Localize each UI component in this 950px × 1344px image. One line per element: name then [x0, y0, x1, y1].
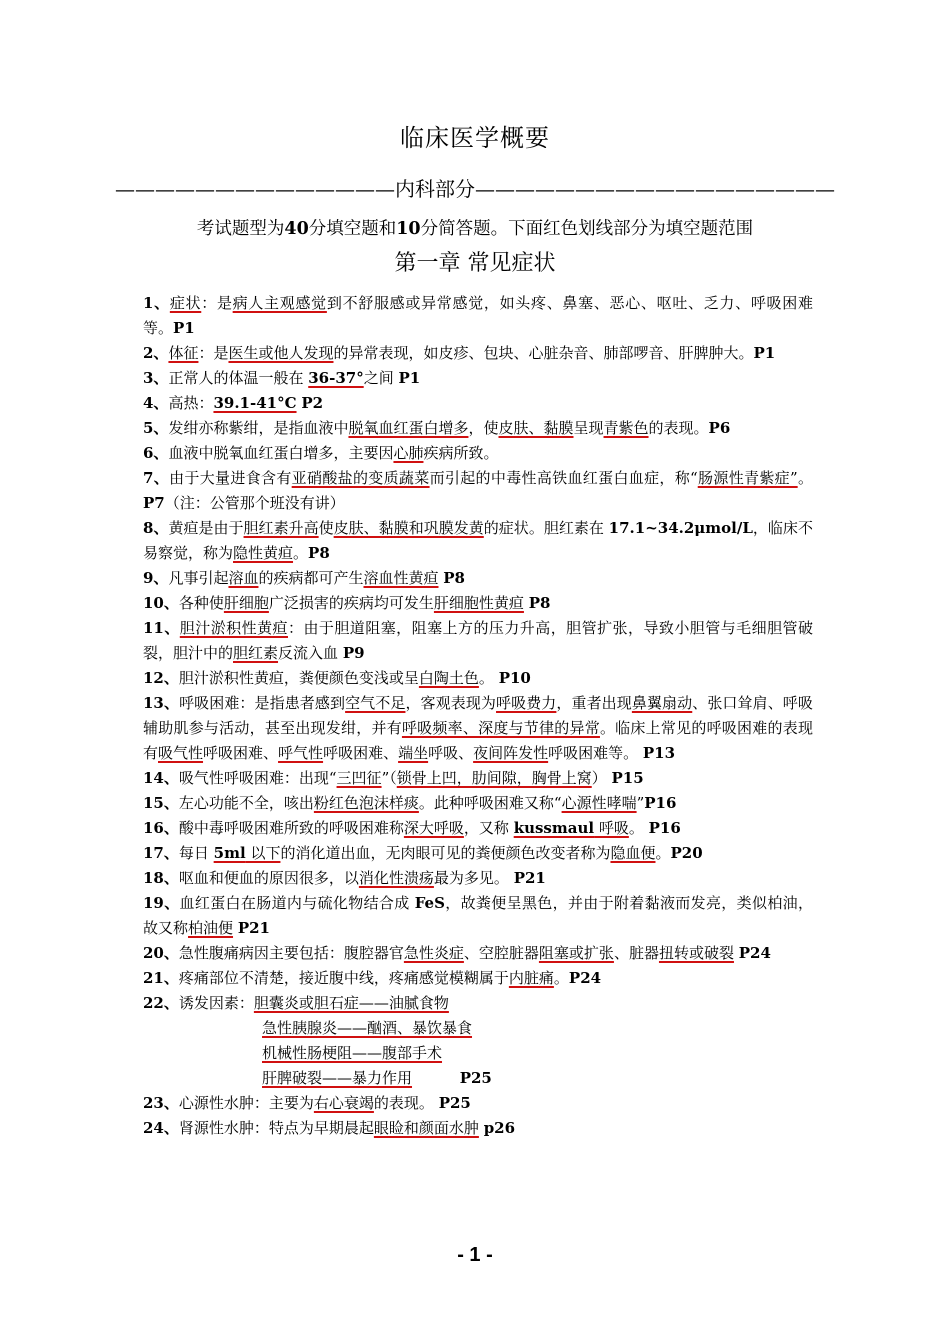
page-reference: P8	[443, 569, 465, 587]
page-reference: P2	[301, 394, 324, 412]
blank-answer: 右心衰竭	[313, 1094, 374, 1112]
blank-answer: 胆红素升高	[243, 519, 319, 537]
item-text: 。	[628, 819, 649, 837]
item-text: 每日	[178, 844, 214, 862]
list-item	[143, 566, 813, 591]
page-reference: P13	[642, 744, 676, 762]
list-item	[143, 666, 813, 691]
page-reference: p26	[483, 1119, 516, 1137]
spacer	[412, 1069, 460, 1087]
page-reference: P21	[513, 869, 546, 887]
item-text: 左心功能不全，咳出	[178, 794, 314, 812]
item-number: 4、	[143, 394, 169, 412]
item-text: 呼吸、	[428, 744, 474, 762]
list-item	[143, 1116, 813, 1141]
list-item	[143, 291, 813, 341]
blank-answer: 粉红色泡沫样痰	[313, 794, 419, 812]
blank-answer: 皮肤、黏膜	[498, 419, 574, 437]
item-text: 最为多见。	[433, 869, 514, 887]
blank-answer: 脱氧血红蛋白增多	[348, 419, 469, 437]
blank-answer: 隐血便	[610, 844, 656, 862]
list-item	[143, 466, 813, 516]
item-text: 的疾病都可产生	[258, 569, 364, 587]
blank-answer: 亚硝酸盐的变质蔬菜	[291, 469, 430, 487]
item-text: 黄疸是由于	[168, 519, 244, 537]
blank-answer: 肝细胞	[223, 594, 269, 612]
item-number: 24、	[143, 1119, 179, 1137]
blank-answer: 呼气性	[278, 744, 324, 762]
blank-answer: 柏油便	[188, 919, 234, 937]
item-text: 各种使	[178, 594, 224, 612]
list-item	[143, 616, 813, 666]
item-number: 12、	[143, 669, 179, 687]
item-text: 心源性水肿：主要为	[178, 1094, 314, 1112]
blank-answer: 消化性溃疡	[358, 869, 434, 887]
item-text: 胆汁淤积性黄疸，粪便颜色变浅或呈	[178, 669, 419, 687]
item-text: 呼吸困难等。	[548, 744, 643, 762]
item-text: 17.1~34.2μmol/L	[608, 519, 753, 537]
list-item	[143, 1091, 813, 1116]
item-text: ，使	[468, 419, 499, 437]
blank-answer: 空气不足	[345, 694, 406, 712]
item-text: 的表现。	[648, 419, 709, 437]
blank-answer: 36-37°	[308, 369, 364, 387]
list-item	[143, 366, 813, 391]
item-text: 呈现	[573, 419, 604, 437]
item-text: 使	[318, 519, 334, 537]
page-reference: P24	[738, 944, 771, 962]
item-number: 8、	[143, 519, 169, 537]
item-text: 呕血和便血的原因很多，以	[178, 869, 359, 887]
item-number: 14、	[143, 769, 179, 787]
item-text: 。临床上常见的呼吸困难的表现有	[143, 719, 813, 762]
document-title: 临床医学概要	[400, 124, 550, 152]
item-number: 3、	[143, 369, 169, 387]
chapter-heading: 第一章 常见症状	[394, 251, 556, 276]
page-number: - 1 -	[457, 1244, 493, 1266]
blank-answer: 胆囊炎或胆石症——油腻食物	[253, 994, 449, 1012]
list-item	[143, 516, 813, 566]
blank-answer: 呼吸费力	[496, 694, 557, 712]
page-reference: P9	[342, 644, 365, 662]
exam-instruction: 考试题型为40分填空题和10分简答题。下面红色划线部分为填空题范围	[196, 219, 754, 239]
page-reference: P10	[498, 669, 531, 687]
blank-answer: 肝细胞性黄疸	[433, 594, 524, 612]
item-number: 1、	[143, 294, 170, 312]
blank-answer: 胆红素	[233, 644, 279, 662]
item-number: 17、	[143, 844, 179, 862]
blank-answer: 皮肤、黏膜和巩膜发黄	[333, 519, 484, 537]
sub-item	[143, 1016, 813, 1041]
blank-answer: 端坐	[398, 744, 429, 762]
item-number: 6、	[143, 444, 169, 462]
page-reference: P1	[398, 369, 421, 387]
item-text: ：是	[198, 344, 229, 362]
blank-answer: 症状	[169, 294, 202, 312]
blank-answer: 溶血性黄疸	[363, 569, 439, 587]
item-text: 广泛损害的疾病均可发生	[268, 594, 434, 612]
item-text: 诱发因素：	[178, 994, 254, 1012]
item-text: 的消化道出血，无肉眼可见的粪便颜色改变者称为	[280, 844, 611, 862]
page-reference: P8	[528, 594, 551, 612]
blank-answer: 鼻翼扇动	[631, 694, 693, 712]
item-text: 、空腔脏器	[463, 944, 539, 962]
blank-answer: 病人主观感觉	[232, 294, 327, 312]
page-reference: P16	[648, 819, 681, 837]
item-text: 疾病所致。	[423, 444, 499, 462]
item-text: 凡事引起	[168, 569, 229, 587]
item-text: ”（	[381, 769, 397, 787]
item-number: 15、	[143, 794, 179, 812]
sub-item	[143, 1066, 813, 1091]
item-text: 。	[797, 469, 813, 487]
list-item	[143, 941, 813, 966]
item-text: ，又称	[463, 819, 514, 837]
blank-answer: 内脏痛	[508, 969, 554, 987]
blank-answer: 深大呼吸	[403, 819, 464, 837]
item-number: 11、	[143, 619, 180, 637]
list-item	[143, 691, 813, 766]
item-text: 肾源性水肿：特点为早期晨起	[178, 1119, 374, 1137]
blank-answer: 胆汁淤积性黄疸	[179, 619, 288, 637]
item-number: 7、	[143, 469, 170, 487]
item-text: 发绀亦称紫绀，是指血液中	[168, 419, 349, 437]
item-text: 反流入血	[278, 644, 343, 662]
item-text: 呼吸困难、	[203, 744, 279, 762]
item-text: 酸中毒呼吸困难所致的呼吸困难称	[178, 819, 404, 837]
item-text: 。此种呼吸困难又称“	[418, 794, 562, 812]
blank-answer: 急性炎症	[403, 944, 464, 962]
item-text: 。	[553, 969, 569, 987]
blank-answer: 5ml	[213, 844, 246, 862]
item-text: ，重者出现	[556, 694, 632, 712]
item-text: ，客观表现为	[405, 694, 497, 712]
item-text: 的症状。胆红素在	[483, 519, 609, 537]
item-number: 21、	[143, 969, 179, 987]
item-text: 的异常表现，如皮疹、包块、心脏杂音、肺部啰音、肝脾肿大。	[333, 344, 754, 362]
page-reference: P16	[644, 794, 677, 812]
item-number: 9、	[143, 569, 169, 587]
item-text: ”	[636, 794, 645, 812]
list-item	[143, 591, 813, 616]
page-reference: P15	[611, 769, 644, 787]
blank-answer: 溶血	[228, 569, 259, 587]
item-text: 吸气性呼吸困难：出现“	[178, 769, 337, 787]
item-text: FeS	[414, 894, 445, 912]
page-reference: P7	[143, 494, 165, 512]
item-text: 。	[478, 669, 499, 687]
list-item	[143, 966, 813, 991]
blank-answer: 心源性哮喘	[561, 794, 637, 812]
item-number: 13、	[143, 694, 180, 712]
item-text: 疼痛部位不清楚，接近腹中线，疼痛感觉模糊属于	[178, 969, 509, 987]
blank-answer: 呼吸	[594, 819, 629, 837]
item-number: 16、	[143, 819, 179, 837]
blank-answer: 吸气性	[158, 744, 204, 762]
item-text: ）	[591, 769, 612, 787]
sub-item	[143, 1041, 813, 1066]
blank-answer: 夜间阵发性	[473, 744, 549, 762]
item-number: 2、	[143, 344, 169, 362]
list-item	[143, 891, 813, 941]
blank-answer: 眼睑和颜面水肿	[373, 1119, 479, 1137]
list-item	[143, 816, 813, 841]
item-text: ，故粪便呈黑色，并由于附着黏液而发亮，类似柏油，故又称	[143, 894, 813, 937]
blank-answer: 心肺	[393, 444, 424, 462]
item-text: 。	[655, 844, 671, 862]
item-note: （注：公管那个班没有讲）	[164, 494, 345, 512]
list-item	[143, 991, 813, 1016]
item-number: 19、	[143, 894, 180, 912]
list-item	[143, 391, 813, 416]
blank-answer: 肠源性青紫症”	[697, 469, 798, 487]
page-reference: P20	[670, 844, 703, 862]
blank-answer: 体征	[168, 344, 199, 362]
notes-list	[143, 291, 813, 1141]
section-divider: ——————————————内科部分——————————————————	[115, 177, 835, 201]
item-text: 高热：	[168, 394, 214, 412]
item-text: ，临床不易察觉，称为	[143, 519, 813, 562]
item-text: 由于大量进食含有	[169, 469, 292, 487]
blank-answer: 医生或他人发现	[228, 344, 334, 362]
list-item	[143, 866, 813, 891]
item-text: 的表现。	[373, 1094, 439, 1112]
list-item	[143, 441, 813, 466]
item-text: 正常人的体温一般在	[168, 369, 309, 387]
item-number: 5、	[143, 419, 169, 437]
list-item	[143, 791, 813, 816]
item-text: ：由于胆道阻塞，阻塞上方的压力升高，胆管扩张，导致小胆管与毛细胆管破裂，胆汁中的	[143, 619, 813, 662]
item-text: 呼吸困难：是指患者感到	[179, 694, 346, 712]
item-text: 呼吸困难、	[323, 744, 399, 762]
blank-answer: 隐性黄疸	[233, 544, 294, 562]
item-number: 10、	[143, 594, 179, 612]
item-text: 、张口耸肩、呼吸辅助肌参与活动，甚至出现发绀，并有	[143, 694, 813, 737]
blank-answer: 以下	[245, 844, 281, 862]
item-text: 、脏器	[613, 944, 659, 962]
blank-answer: 机械性肠梗阻——腹部手术	[262, 1044, 443, 1062]
item-text: ：是	[201, 294, 233, 312]
item-text: 。	[293, 544, 309, 562]
list-item	[143, 416, 813, 441]
page-reference: P24	[568, 969, 602, 987]
blank-answer: 青紫色	[603, 419, 649, 437]
item-number: 18、	[143, 869, 179, 887]
blank-answer: 锁骨上凹，肋间隙，胸骨上窝	[396, 769, 592, 787]
item-number: 23、	[143, 1094, 179, 1112]
item-text: 而引起的中毒性高铁血红蛋白血症，称“	[429, 469, 698, 487]
page-reference: P21	[237, 919, 270, 937]
blank-answer: 39.1-41°C	[213, 394, 297, 412]
item-number: 22、	[143, 994, 179, 1012]
blank-answer: kussmaul	[513, 819, 595, 837]
list-item	[143, 341, 813, 366]
blank-answer: 呼吸频率、深度与节律的异常	[401, 719, 600, 737]
blank-answer: 阻塞或扩张	[538, 944, 614, 962]
blank-answer: 肝脾破裂——暴力作用	[262, 1069, 413, 1087]
item-number: 20、	[143, 944, 179, 962]
list-item	[143, 766, 813, 791]
item-text: 血液中脱氧血红蛋白增多，主要因	[168, 444, 394, 462]
page-reference: P25	[459, 1069, 492, 1087]
item-text: 血红蛋白在肠道内与硫化物结合成	[179, 894, 415, 912]
list-item	[143, 841, 813, 866]
blank-answer: 扭转或破裂	[658, 944, 734, 962]
page-reference: P8	[308, 544, 330, 562]
item-text: 急性腹痛病因主要包括：腹腔器官	[178, 944, 404, 962]
blank-answer: 三凹征	[336, 769, 382, 787]
blank-answer: 急性胰腺炎——酗酒、暴饮暴食	[262, 1019, 473, 1037]
page-reference: P6	[708, 419, 731, 437]
page-reference: P1	[753, 344, 776, 362]
page-reference: P25	[438, 1094, 471, 1112]
blank-answer: 白陶土色	[418, 669, 479, 687]
page-reference: P1	[173, 319, 195, 337]
item-text: 到不舒服感或异常感觉，如头疼、鼻塞、恶心、呕吐、乏力、呼吸困难等。	[143, 294, 813, 337]
item-text: 之间	[363, 369, 399, 387]
